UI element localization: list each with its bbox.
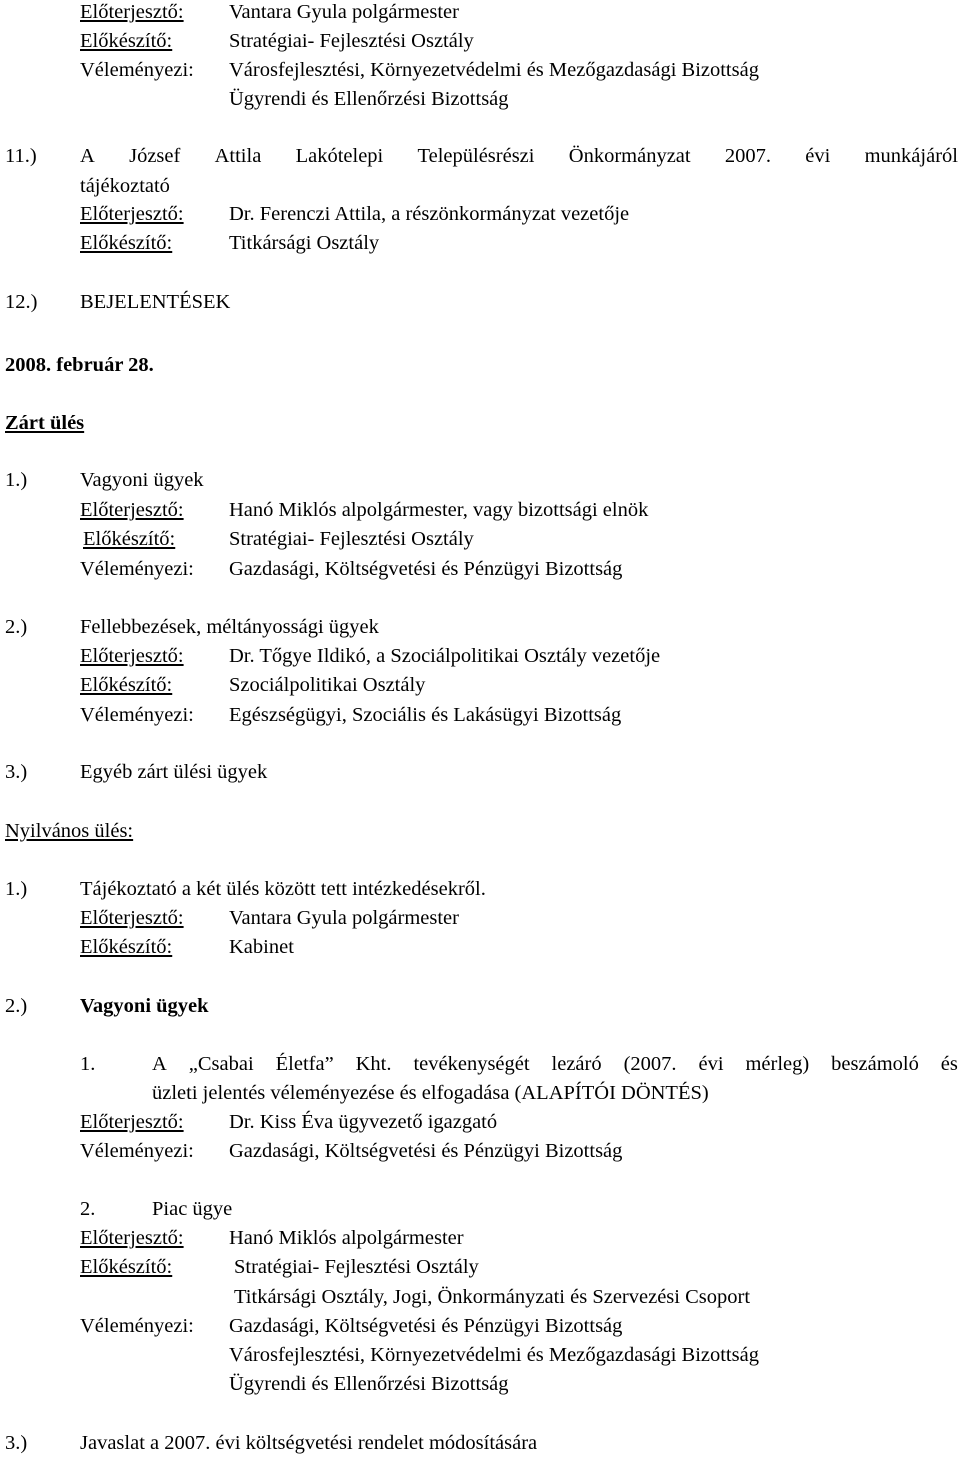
closed-item-2-velemenyezi-value: Egészségügyi, Szociális és Lakásügyi Bizottság bbox=[229, 704, 622, 726]
top-eloterjeszto-value: Vantara Gyula polgármester bbox=[229, 1, 459, 23]
item-11-number: 11.) bbox=[5, 145, 37, 167]
label-eloterjeszto: Előterjesztő: bbox=[80, 907, 184, 929]
label-velemenyezi: Véleményezi: bbox=[80, 59, 194, 81]
label-eloterjeszto: Előterjesztő: bbox=[80, 1227, 184, 1249]
label-velemenyezi: Véleményezi: bbox=[80, 1140, 194, 1162]
closed-item-2-elokeszito-value: Szociálpolitikai Osztály bbox=[229, 674, 426, 696]
label-velemenyezi: Véleményezi: bbox=[80, 558, 194, 580]
sub-1-word: (2007. bbox=[623, 1053, 677, 1075]
public-item-2-number: 2.) bbox=[5, 995, 28, 1017]
label-eloterjeszto: Előterjesztő: bbox=[80, 1111, 184, 1133]
closed-item-1-title: Vagyoni ügyek bbox=[80, 469, 204, 491]
label-eloterjeszto: Előterjesztő: bbox=[80, 499, 184, 521]
item-11-word: A bbox=[80, 145, 95, 167]
label-eloterjeszto: Előterjesztő: bbox=[80, 1, 184, 23]
item-11-word: József bbox=[129, 145, 181, 167]
closed-item-2-title: Fellebbezések, méltányossági ügyek bbox=[80, 616, 379, 638]
item-11-word: évi bbox=[805, 145, 831, 167]
item-12-number: 12.) bbox=[5, 291, 38, 313]
label-elokeszito: Előkészítő: bbox=[83, 528, 176, 550]
public-session-heading: Nyilvános ülés: bbox=[5, 820, 134, 842]
public-item-2-sub-2-velemenyezi-value-2: Városfejlesztési, Környezetvédelmi és Mezőgazdasági Bizottság bbox=[229, 1344, 759, 1366]
label-velemenyezi: Véleményezi: bbox=[80, 1315, 194, 1337]
public-item-3-title: Javaslat a 2007. évi költségvetési rendelet módosítására bbox=[80, 1432, 538, 1454]
sub-1-word: Kht. bbox=[355, 1053, 392, 1075]
label-elokeszito: Előkészítő: bbox=[80, 30, 173, 52]
sub-1-word: A bbox=[152, 1053, 167, 1075]
public-item-2-sub-1-title-line-1 bbox=[152, 1050, 958, 1079]
public-item-2-sub-2-velemenyezi-value-3: Ügyrendi és Ellenőrzési Bizottság bbox=[229, 1373, 509, 1395]
sub-1-word: Életfa” bbox=[275, 1053, 334, 1075]
item-11-word: munkájáról bbox=[864, 145, 958, 167]
label-elokeszito: Előkészítő: bbox=[80, 936, 173, 958]
label-velemenyezi: Véleményezi: bbox=[80, 704, 194, 726]
public-item-2-sub-2-elokeszito-value-2: Titkársági Osztály, Jogi, Önkormányzati és Szervezési Csoport bbox=[234, 1286, 751, 1308]
top-elokeszito-value: Stratégiai- Fejlesztési Osztály bbox=[229, 30, 474, 52]
public-item-2-title: Vagyoni ügyek bbox=[80, 995, 209, 1017]
closed-item-3-title: Egyéb zárt ülési ügyek bbox=[80, 761, 268, 783]
public-item-1-number: 1.) bbox=[5, 878, 28, 900]
item-11-word: 2007. bbox=[724, 145, 771, 167]
closed-item-3-number: 3.) bbox=[5, 761, 28, 783]
label-eloterjeszto: Előterjesztő: bbox=[80, 645, 184, 667]
sub-1-word: tevékenységét bbox=[413, 1053, 530, 1075]
label-eloterjeszto: Előterjesztő: bbox=[80, 203, 184, 225]
closed-item-1-elokeszito-value: Stratégiai- Fejlesztési Osztály bbox=[229, 528, 474, 550]
sub-1-word: lezáró bbox=[551, 1053, 602, 1075]
public-item-1-title: Tájékoztató a két ülés között tett intézkedésekről. bbox=[80, 878, 486, 900]
closed-session-heading: Zárt ülés bbox=[5, 412, 85, 434]
public-item-2-sub-1-velemenyezi-value: Gazdasági, Költségvetési és Pénzügyi Bizottság bbox=[229, 1140, 623, 1162]
item-11-word: Önkormányzat bbox=[568, 145, 691, 167]
top-velemenyezi-value-1: Városfejlesztési, Környezetvédelmi és Mezőgazdasági Bizottság bbox=[229, 59, 759, 81]
closed-item-1-eloterjeszto-value: Hanó Miklós alpolgármester, vagy bizottsági elnök bbox=[229, 499, 649, 521]
item-11-eloterjeszto-value: Dr. Ferenczi Attila, a részönkormányzat vezetője bbox=[229, 203, 630, 225]
public-item-2-sub-2-title: Piac ügye bbox=[152, 1198, 233, 1220]
label-elokeszito: Előkészítő: bbox=[80, 1256, 173, 1278]
public-item-2-sub-1-eloterjeszto-value: Dr. Kiss Éva ügyvezető igazgató bbox=[229, 1111, 498, 1133]
item-11-word: Attila bbox=[214, 145, 262, 167]
public-item-3-number: 3.) bbox=[5, 1432, 28, 1454]
public-item-2-sub-2-elokeszito-value-1: Stratégiai- Fejlesztési Osztály bbox=[234, 1256, 479, 1278]
item-11-word: Településrészi bbox=[417, 145, 535, 167]
public-item-1-elokeszito-value: Kabinet bbox=[229, 936, 294, 958]
label-elokeszito: Előkészítő: bbox=[80, 232, 173, 254]
closed-item-1-velemenyezi-value: Gazdasági, Költségvetési és Pénzügyi Bizottság bbox=[229, 558, 623, 580]
item-11-elokeszito-value: Titkársági Osztály bbox=[229, 232, 380, 254]
sub-1-word: „Csabai bbox=[188, 1053, 254, 1075]
public-item-2-sub-2-eloterjeszto-value: Hanó Miklós alpolgármester bbox=[229, 1227, 464, 1249]
item-11-title-line-1 bbox=[80, 142, 958, 171]
sub-1-word: beszámoló bbox=[831, 1053, 919, 1075]
label-elokeszito: Előkészítő: bbox=[80, 674, 173, 696]
item-11-title-line-2: tájékoztató bbox=[80, 175, 170, 197]
public-item-2-sub-2-velemenyezi-value-1: Gazdasági, Költségvetési és Pénzügyi Bizottság bbox=[229, 1315, 623, 1337]
public-item-2-sub-1-title-line-2: üzleti jelentés véleményezése és elfogadása (ALAPÍTÓI DÖNTÉS) bbox=[152, 1082, 709, 1104]
public-item-1-eloterjeszto-value: Vantara Gyula polgármester bbox=[229, 907, 459, 929]
top-velemenyezi-value-2: Ügyrendi és Ellenőrzési Bizottság bbox=[229, 88, 509, 110]
closed-item-2-number: 2.) bbox=[5, 616, 28, 638]
item-12-title: BEJELENTÉSEK bbox=[80, 291, 231, 313]
closed-item-2-eloterjeszto-value: Dr. Tőgye Ildikó, a Szociálpolitikai Osztály vezetője bbox=[229, 645, 661, 667]
item-11-word: Lakótelepi bbox=[295, 145, 384, 167]
public-item-2-sub-1-number: 1. bbox=[80, 1053, 96, 1075]
public-item-2-sub-2-number: 2. bbox=[80, 1198, 96, 1220]
sub-1-word: és bbox=[940, 1053, 958, 1075]
sub-1-word: mérleg) bbox=[745, 1053, 810, 1075]
sub-1-word: évi bbox=[698, 1053, 724, 1075]
session-date: 2008. február 28. bbox=[5, 354, 154, 376]
closed-item-1-number: 1.) bbox=[5, 469, 28, 491]
